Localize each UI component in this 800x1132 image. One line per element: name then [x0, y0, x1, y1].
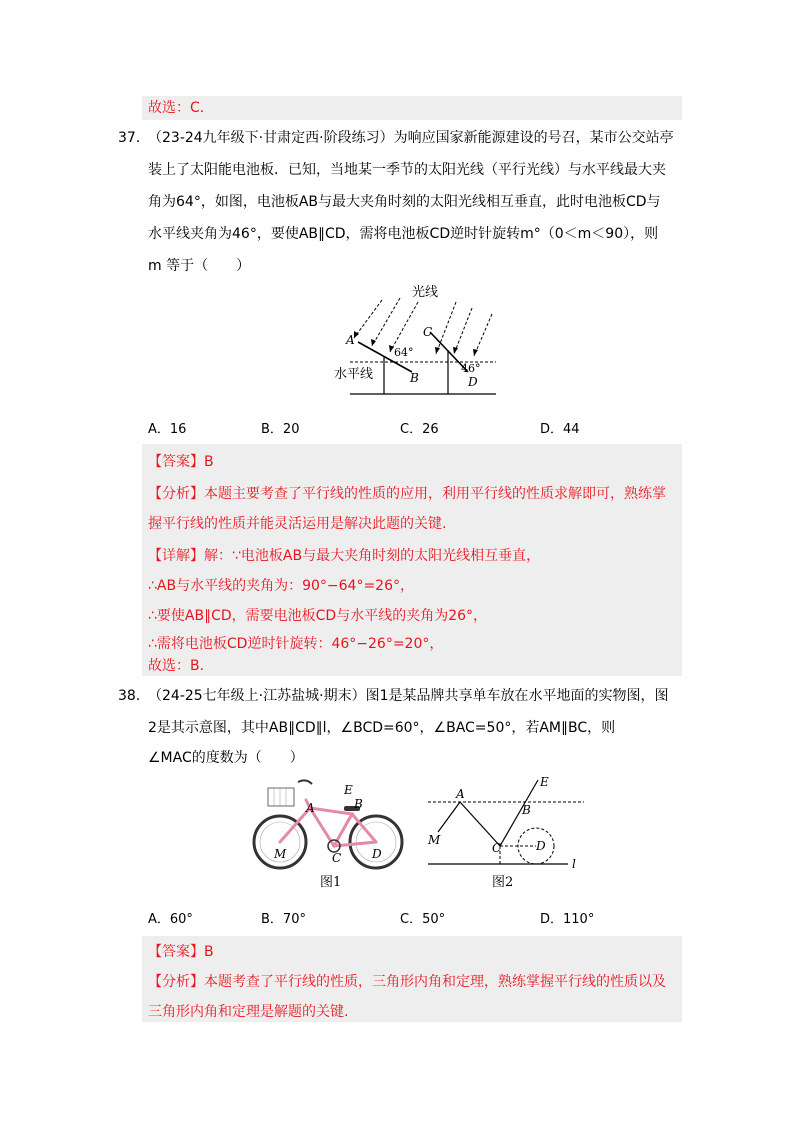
label-angle-64: 64°	[394, 346, 414, 359]
q38-option-a: A．60°	[148, 912, 193, 927]
fig1-label-M: M	[274, 847, 287, 861]
fig1-label-D: D	[372, 847, 382, 861]
q37-line-4: 水平线夹角为46°，要使AB∥CD，需将电池板CD逆时针旋转m°（0＜m＜90），则	[148, 226, 659, 242]
fig2-label-B: B	[522, 803, 531, 817]
label-A: A	[346, 333, 355, 347]
fig2-label-C: C	[492, 841, 502, 855]
q37-answer: 【答案】B	[148, 454, 214, 470]
label-D: D	[468, 375, 478, 389]
q37-line-3: 角为64°，如图，电池板AB与最大夹角时刻的太阳光线相互垂直，此时电池板CD与	[148, 194, 661, 210]
fig2-label-E: E	[540, 776, 549, 789]
q37-detail-3: ∴要使AB∥CD，需要电池板CD与水平线的夹角为26°，	[148, 608, 488, 624]
q38-bicycle-figure	[248, 776, 418, 892]
fig2-caption: 图2	[492, 875, 514, 890]
fig1-label-E: E	[344, 783, 353, 797]
question-number-38: 38．	[118, 688, 150, 704]
q37-line-2: 装上了太阳能电池板．已知，当地某一季节的太阳光线（平行光线）与水平线最大夹	[148, 162, 666, 178]
q38-answer: 【答案】B	[148, 944, 214, 960]
fig1-label-A: A	[306, 801, 315, 815]
q38-option-b: B．70°	[261, 912, 306, 927]
label-C: C	[423, 325, 433, 339]
q37-analysis-1: 【分析】本题主要考查了平行线的性质的应用，利用平行线的性质求解即可，熟练掌	[148, 486, 666, 502]
label-horizontal: 水平线	[334, 367, 374, 382]
q37-line-5: m 等于（ ）	[148, 258, 251, 274]
q38-analysis-2: 三角形内角和定理是解题的关键.	[148, 1004, 349, 1020]
fig1-label-C: C	[332, 851, 342, 865]
q37-detail-5: 故选：B．	[148, 658, 214, 674]
q37-detail-4: ∴需将电池板CD逆时针旋转：46°−26°=20°，	[148, 636, 444, 652]
q38-line-1: （24-25七年级上·江苏盐城·期末）图1是某品牌共享单车放在水平地面的实物图，图	[148, 688, 669, 704]
q36-answer-line: 故选：C．	[148, 100, 214, 116]
q37-analysis-2: 握平行线的性质并能灵活运用是解决此题的关键.	[148, 516, 447, 532]
q37-detail-2: ∴AB与水平线的夹角为：90°−64°=26°，	[148, 578, 414, 594]
q38-line-3: ∠MAC的度数为（ ）	[148, 750, 304, 766]
answer-shade	[142, 96, 682, 120]
q37-solar-panel-figure	[320, 280, 510, 400]
q37-option-d: D．44	[540, 422, 580, 437]
q37-line-1: （23-24九年级下·甘肃定西·阶段练习）为响应国家新能源建设的号召，某市公交站亭	[148, 130, 674, 146]
q38-option-d: D．110°	[540, 912, 595, 927]
q37-option-c: C．26	[400, 422, 439, 437]
q37-detail-1: 【详解】解：∵电池板AB与最大夹角时刻的太阳光线相互垂直，	[148, 548, 541, 564]
fig2-label-M: M	[428, 833, 441, 847]
question-number-37: 37．	[118, 130, 150, 146]
q37-option-a: A．16	[148, 422, 187, 437]
fig1-caption: 图1	[320, 875, 342, 890]
label-angle-46: 46°	[461, 362, 481, 375]
q38-line-2: 2是其示意图，其中AB∥CD∥l，∠BCD=60°，∠BAC=50°，若AM∥BC，则	[148, 720, 616, 736]
q38-option-c: C．50°	[400, 912, 446, 927]
q38-analysis-1: 【分析】本题考查了平行线的性质，三角形内角和定理，熟练掌握平行线的性质以及	[148, 974, 666, 990]
q37-option-b: B．20	[261, 422, 300, 437]
label-light: 光线	[412, 285, 439, 300]
label-B: B	[410, 371, 419, 385]
fig2-label-l: l	[572, 857, 576, 871]
fig1-label-B: B	[354, 797, 363, 811]
q38-schematic-figure	[420, 776, 590, 892]
fig2-label-A: A	[456, 787, 465, 801]
fig2-label-D: D	[536, 839, 546, 853]
